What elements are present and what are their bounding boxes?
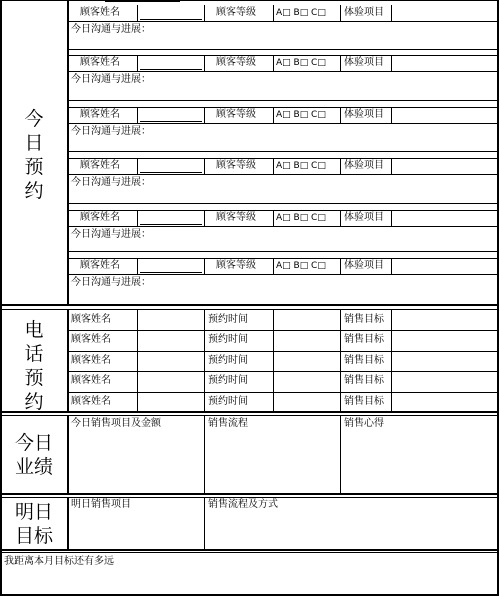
communication-progress-label: 今日沟通与进展： [71,177,151,188]
label-char: 预 [24,156,44,178]
header-column-divider [391,55,392,71]
header-column-divider [137,107,138,123]
label-char: 预 [24,367,44,389]
customer-name-label: 顾客姓名 [80,160,120,171]
experience-item-label: 体验项目 [344,7,384,18]
row-line [67,392,499,393]
header-column-divider [273,55,274,71]
column-divider [273,309,274,412]
section-top-line [0,415,499,416]
header-column-divider [273,5,274,21]
customer-level-options[interactable]: A□ B□ C□ [276,110,326,120]
customer-name-label: 顾客姓名 [80,57,120,68]
header-column-divider [137,158,138,174]
section-label [2,107,66,203]
sales-target-label: 销售目标 [344,375,384,386]
section-label [2,318,66,414]
column-divider [340,415,341,494]
appointment-time-label: 预约时间 [208,314,248,325]
label-line: 明日 [14,501,53,523]
group-bottom-line [67,151,499,152]
group-top-line [67,210,499,211]
sales-target-label: 销售目标 [344,396,384,407]
header-column-divider [137,258,138,274]
experience-item-label: 体验项目 [344,57,384,68]
label-char: 约 [24,391,44,413]
section-divider [67,0,69,305]
header-column-divider [204,5,205,21]
header-column-divider [340,55,341,71]
section-divider [67,309,69,412]
header-row-line [67,21,499,22]
group-bottom-line [67,304,499,305]
header-row-line [67,174,499,175]
header-row-line [67,123,499,124]
label-line: 今日 [14,432,53,454]
header-column-divider [204,158,205,174]
sales-target-label: 销售目标 [344,314,384,325]
group-top-line [67,55,499,56]
label-char: 电 [24,319,44,341]
header-row-line [67,226,499,227]
header-column-divider [273,107,274,123]
column-divider [204,415,205,494]
section-bottom-line [0,549,499,551]
customer-level-label: 顾客等级 [216,212,256,223]
row-line [67,330,499,331]
customer-name-input[interactable] [140,272,202,273]
header-column-divider [204,258,205,274]
customer-name-label: 顾客姓名 [71,314,111,325]
section-bottom-line [0,411,499,413]
tomorrow-sales-process-label: 销售流程及方式 [208,499,278,510]
top-cutoff-line [0,0,499,1]
header-column-divider [273,158,274,174]
header-column-divider [273,210,274,226]
header-column-divider [340,210,341,226]
customer-name-label: 顾客姓名 [80,212,120,223]
label-char: 话 [24,343,44,365]
header-column-divider [273,258,274,274]
label-char: 今 [24,108,44,130]
label-char: 约 [24,180,44,202]
appointment-time-label: 预约时间 [208,396,248,407]
header-row-line [67,274,499,275]
experience-item-label: 体验项目 [344,109,384,120]
header-column-divider [204,210,205,226]
customer-name-input[interactable] [140,19,202,20]
customer-name-label: 顾客姓名 [71,355,111,366]
header-column-divider [391,158,392,174]
appointment-time-label: 预约时间 [208,355,248,366]
section-divider [67,415,69,494]
column-divider [137,309,138,412]
header-column-divider [391,5,392,21]
appointment-time-label: 预约时间 [208,375,248,386]
group-bottom-line [67,100,499,101]
customer-level-label: 顾客等级 [216,160,256,171]
customer-level-label: 顾客等级 [216,109,256,120]
column-divider [204,497,205,550]
communication-progress-label: 今日沟通与进展： [71,74,151,85]
header-column-divider [340,107,341,123]
header-column-divider [340,258,341,274]
experience-item-label: 体验项目 [344,160,384,171]
row-line [67,351,499,352]
label-line: 业绩 [14,456,53,478]
header-row-line [67,71,499,72]
column-divider [391,309,392,412]
right-border [497,0,499,596]
group-top-line [67,107,499,108]
sales-process-label: 销售流程 [208,418,248,429]
row-line [67,371,499,372]
communication-progress-label: 今日沟通与进展： [71,126,151,137]
monthly-gap-label: 我距离本月目标还有多远 [4,556,114,567]
header-column-divider [391,210,392,226]
sales-insights-label: 销售心得 [344,418,384,429]
group-bottom-line [67,49,499,50]
customer-name-input[interactable] [140,224,202,225]
customer-level-options[interactable]: A□ B□ C□ [276,8,326,18]
communication-progress-label: 今日沟通与进展： [71,229,151,240]
customer-level-options[interactable]: A□ B□ C□ [276,161,326,171]
appointment-time-label: 预约时间 [208,334,248,345]
group-top-line [67,158,499,159]
customer-level-label: 顾客等级 [216,57,256,68]
customer-name-input[interactable] [140,172,202,173]
customer-level-options[interactable]: A□ B□ C□ [276,261,326,271]
customer-level-label: 顾客等级 [216,7,256,18]
group-bottom-line [67,203,499,204]
section-bottom-line [0,493,499,495]
communication-progress-label: 今日沟通与进展： [71,277,151,288]
communication-progress-label: 今日沟通与进展： [71,24,151,35]
tomorrow-sales-items-label: 明日销售项目 [71,499,131,510]
customer-name-label: 顾客姓名 [71,375,111,386]
section-label [2,500,66,548]
header-column-divider [391,107,392,123]
sales-target-label: 销售目标 [344,355,384,366]
customer-name-input[interactable] [140,121,202,122]
header-column-divider [340,5,341,21]
customer-name-label: 顾客姓名 [80,260,120,271]
section-top-line [0,497,499,498]
header-column-divider [137,5,138,21]
group-bottom-line [67,251,499,252]
sales-target-label: 销售目标 [344,334,384,345]
customer-level-options[interactable]: A□ B□ C□ [276,213,326,223]
label-char: 日 [24,132,44,154]
header-column-divider [391,258,392,274]
section-top-line [0,552,499,553]
section-divider [67,497,69,550]
experience-item-label: 体验项目 [344,212,384,223]
experience-item-label: 体验项目 [344,260,384,271]
header-column-divider [137,55,138,71]
section-label [2,431,66,479]
label-line: 目标 [14,525,53,547]
header-column-divider [137,210,138,226]
customer-level-label: 顾客等级 [216,260,256,271]
top-cutoff-input [105,1,180,2]
sales-items-amount-label: 今日销售项目及金额 [71,418,161,429]
customer-name-label: 顾客姓名 [71,334,111,345]
group-top-line [67,258,499,259]
customer-name-label: 顾客姓名 [80,109,120,120]
column-divider [204,309,205,412]
header-column-divider [204,55,205,71]
customer-name-label: 顾客姓名 [71,396,111,407]
section-top-line [0,309,499,310]
customer-name-label: 顾客姓名 [80,7,120,18]
header-column-divider [204,107,205,123]
customer-name-input[interactable] [140,69,202,70]
customer-level-options[interactable]: A□ B□ C□ [276,58,326,68]
column-divider [340,309,341,412]
header-column-divider [340,158,341,174]
